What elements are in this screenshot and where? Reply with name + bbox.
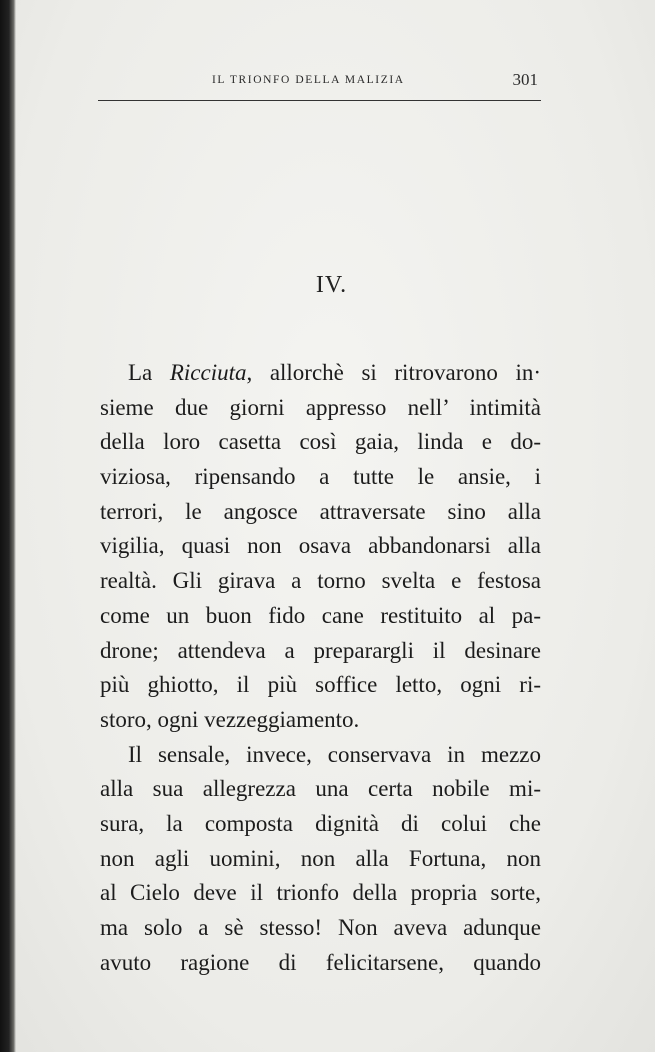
- body-text: [100, 356, 541, 980]
- text-line: più ghiotto, il più soffice letto, ogni ri-: [100, 672, 541, 698]
- text-line: come un buon fido cane restituito al pa-: [100, 602, 541, 628]
- text-line: sura, la composta dignità di colui che: [100, 810, 541, 836]
- chapter-heading: IV.: [315, 272, 348, 298]
- text-line: viziosa, ripensando a tutte le ansie, i: [100, 464, 541, 490]
- text-line: Il sensale, invece, conservava in mezzo: [128, 741, 541, 767]
- text-segment: La: [128, 360, 170, 385]
- text-line: realtà. Gli girava a torno svelta e festosa: [100, 568, 541, 594]
- book-spine-shadow: [0, 0, 16, 1052]
- text-line: al Cielo deve il trionfo della propria sorte,: [100, 880, 541, 906]
- text-line: alla sua allegrezza una certa nobile mi-: [100, 776, 541, 802]
- text-line: della loro casetta così gaia, linda e do-: [100, 429, 541, 455]
- text-line: vigilia, quasi non osava abbandonarsi alla: [100, 533, 541, 559]
- text-line: avuto ragione di felicitarsene, quando: [100, 949, 541, 975]
- text-line: terrori, le angosce attraversate sino alla: [100, 498, 541, 524]
- text-line: non agli uomini, non alla Fortuna, non: [100, 845, 541, 871]
- running-head: [100, 70, 540, 92]
- italic-title: Ricciuta: [169, 360, 247, 385]
- header-rule: [98, 100, 541, 101]
- page-number: 301: [512, 70, 538, 89]
- text-segment: , allorchè si ritrovarono in·: [246, 360, 541, 385]
- text-line: sieme due giorni appresso nell’ intimità: [100, 394, 541, 420]
- text-line: drone; attendeva a preparargli il desinare: [100, 637, 541, 663]
- text-line: [100, 356, 541, 391]
- running-title: IL TRIONFO DELLA MALIZIA: [212, 74, 405, 86]
- text-line: storo, ogni vezzeggiamento.: [100, 706, 360, 732]
- text-line: ma solo a sè stesso! Non aveva adunque: [100, 915, 541, 940]
